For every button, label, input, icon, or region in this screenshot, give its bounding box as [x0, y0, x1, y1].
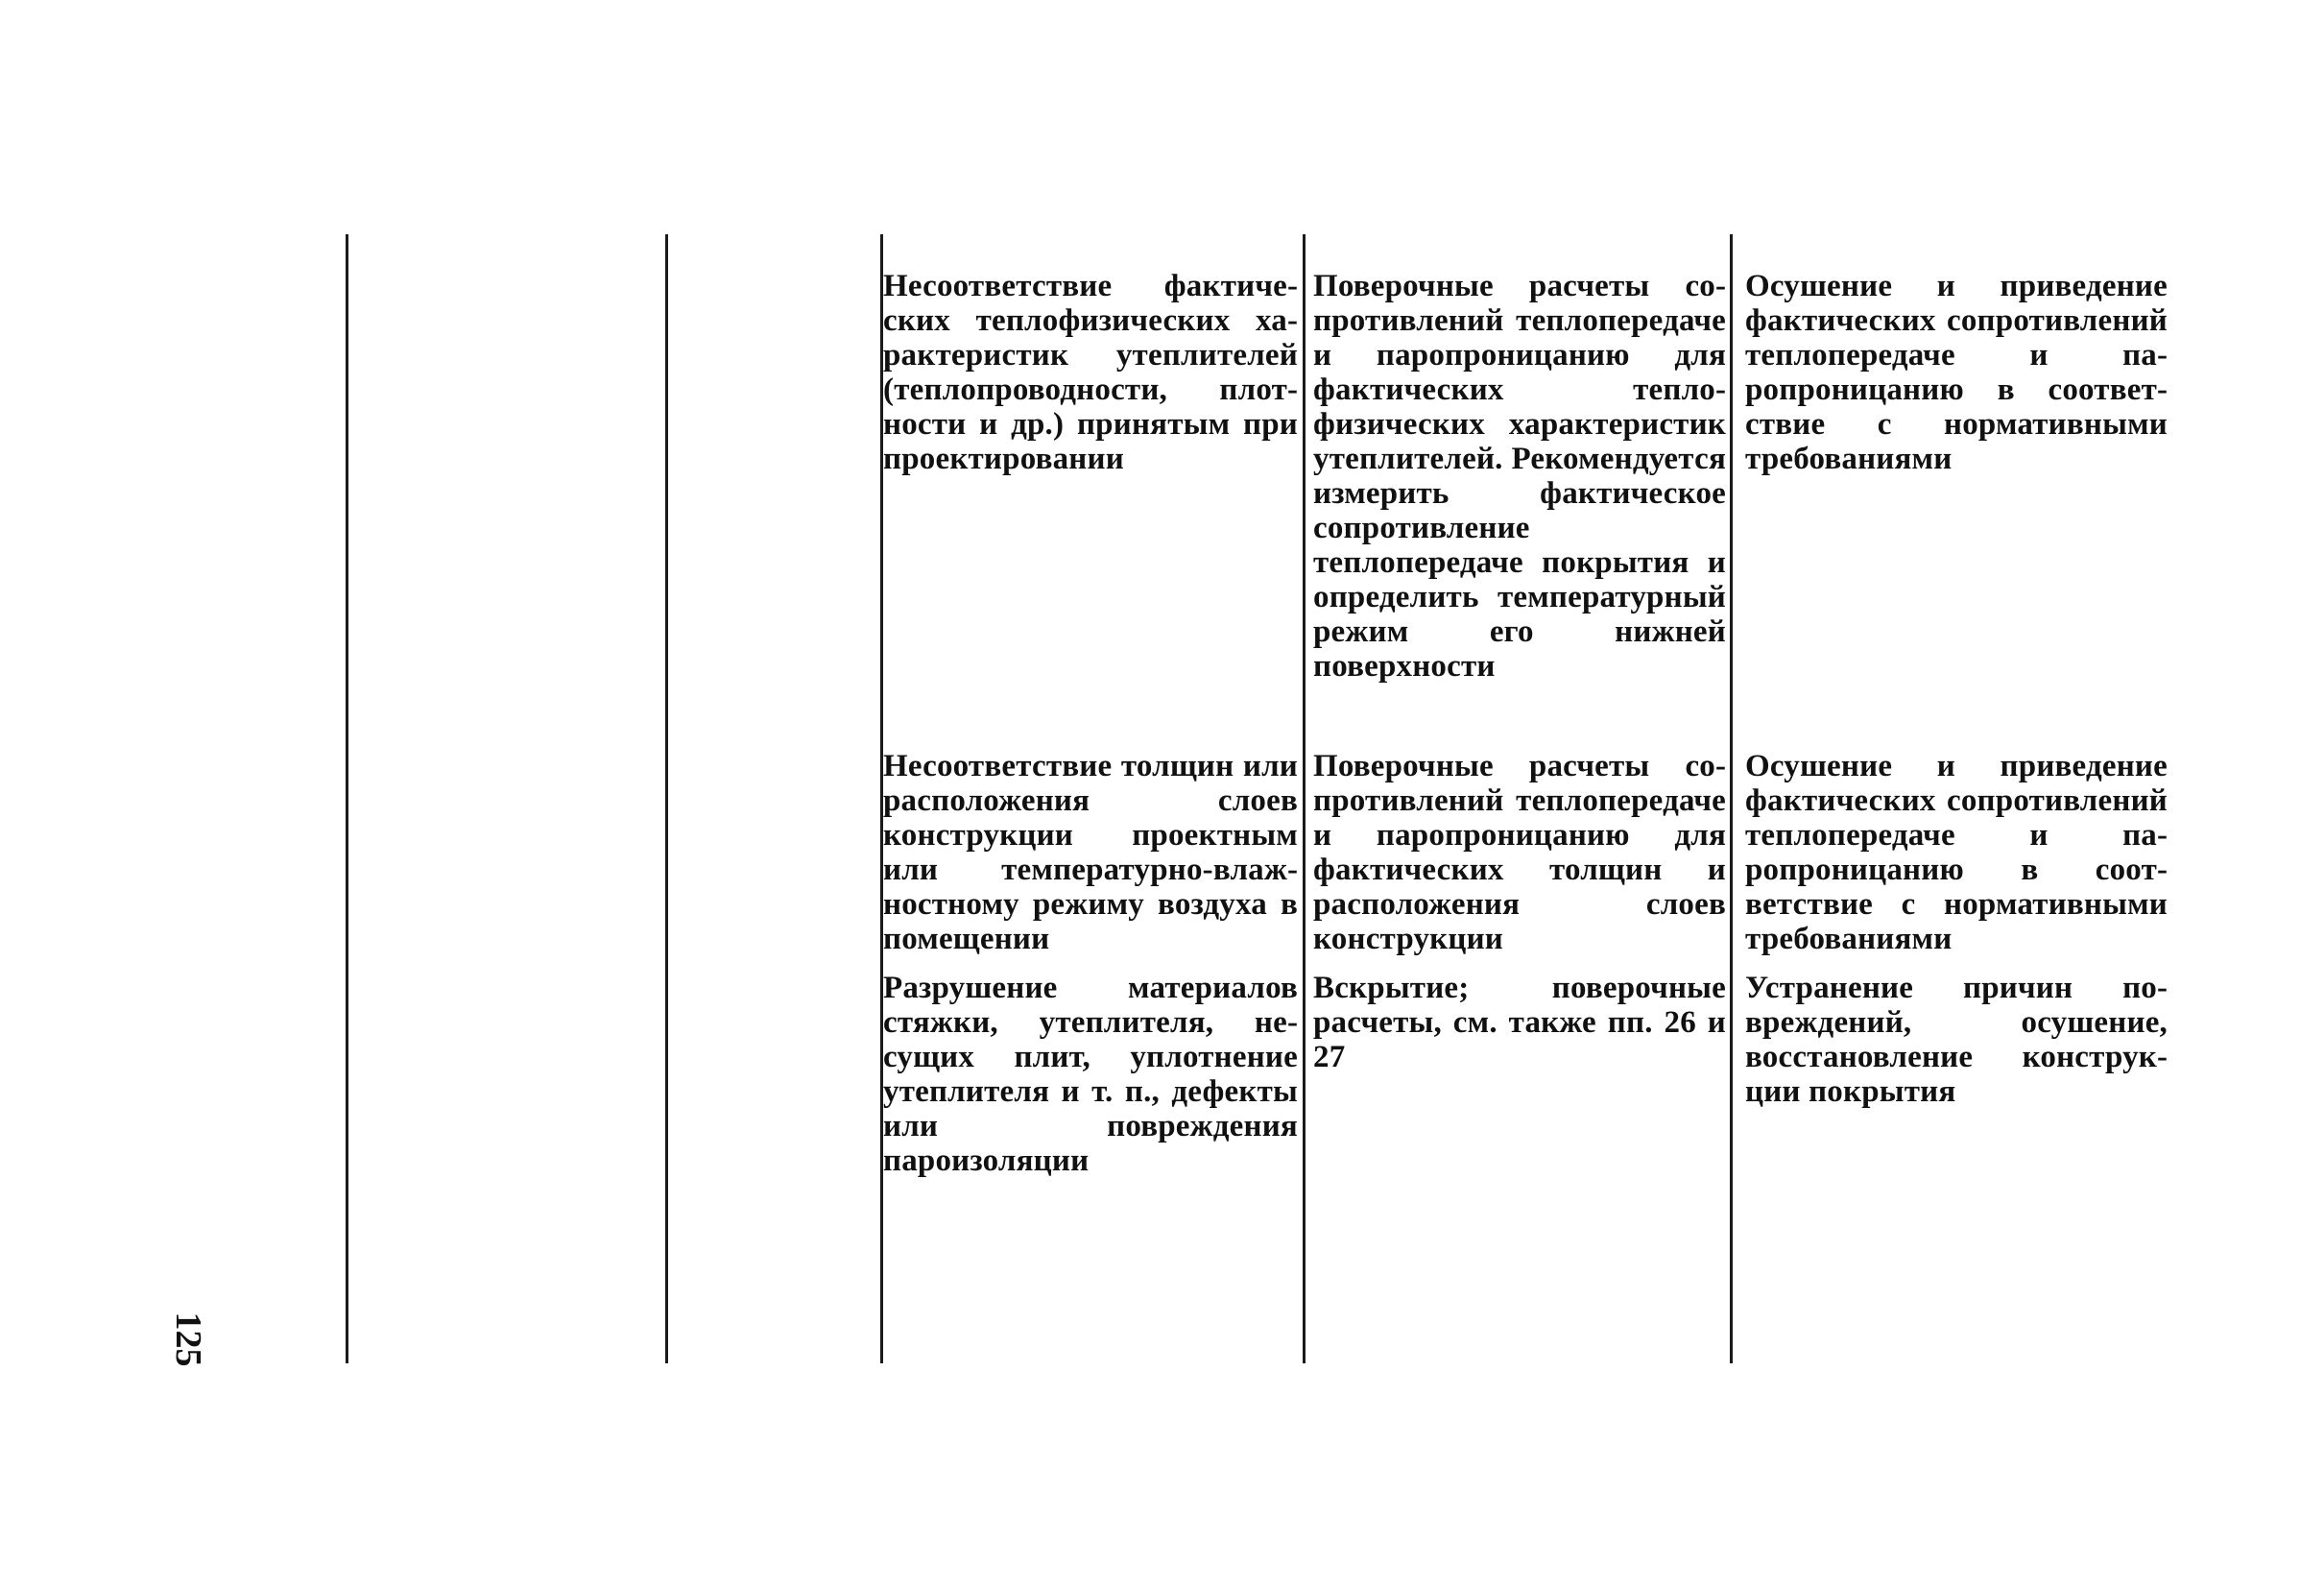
table-rule-4 [1303, 234, 1306, 1363]
table-rule-2 [665, 234, 668, 1363]
row-2-check: Поверочные расчеты сопротивлений теплопередаче и паропроницанию для фактических толщин и расположения слоев конструкции [1313, 749, 1726, 956]
row-1-check: Поверочные расчеты сопротивлений теплопередаче и паропроницанию для фактических теплофизических характеристик утеплителей. Рекомендуется измерить фактическое сопротивление теплопередаче покрытия и определить температурный режим его нижней поверхности [1313, 269, 1726, 684]
table-rule-1 [346, 234, 348, 1363]
row-3-check: Вскрытие; поверочные расчеты, см. также пп. 26 и 27 [1313, 971, 1726, 1074]
row-3-remedy: Устранение причин повреждений, осушение, восстановление конструкции покрытия [1745, 971, 2168, 1109]
row-3-cause: Разрушение материалов стяжки, утеплителя, несущих плит, уплотнение утеплителя и т. п., дефекты или повреждения пароизоляции [883, 971, 1298, 1178]
table-rule-5 [1730, 234, 1733, 1363]
row-2-cause: Несоответствие толщин или расположения слоев конструкции проектным или температурно-влажностному режиму воздуха в помещении [883, 749, 1298, 956]
row-1-remedy: Осушение и приведение фактических сопротивлений теплопередаче и паропроницанию в соответствие с нормативными требованиями [1745, 269, 2168, 476]
page-number: 125 [168, 1311, 208, 1367]
row-2-remedy: Осушение и приведение фактических сопротивлений теплопередаче и паропроницанию в соответствие с нормативными требованиями [1745, 749, 2168, 956]
row-1-cause: Несоответствие фактических теплофизических характеристик утеплителей (теплопроводности, плотности и др.) принятым при проектировании [883, 269, 1298, 476]
